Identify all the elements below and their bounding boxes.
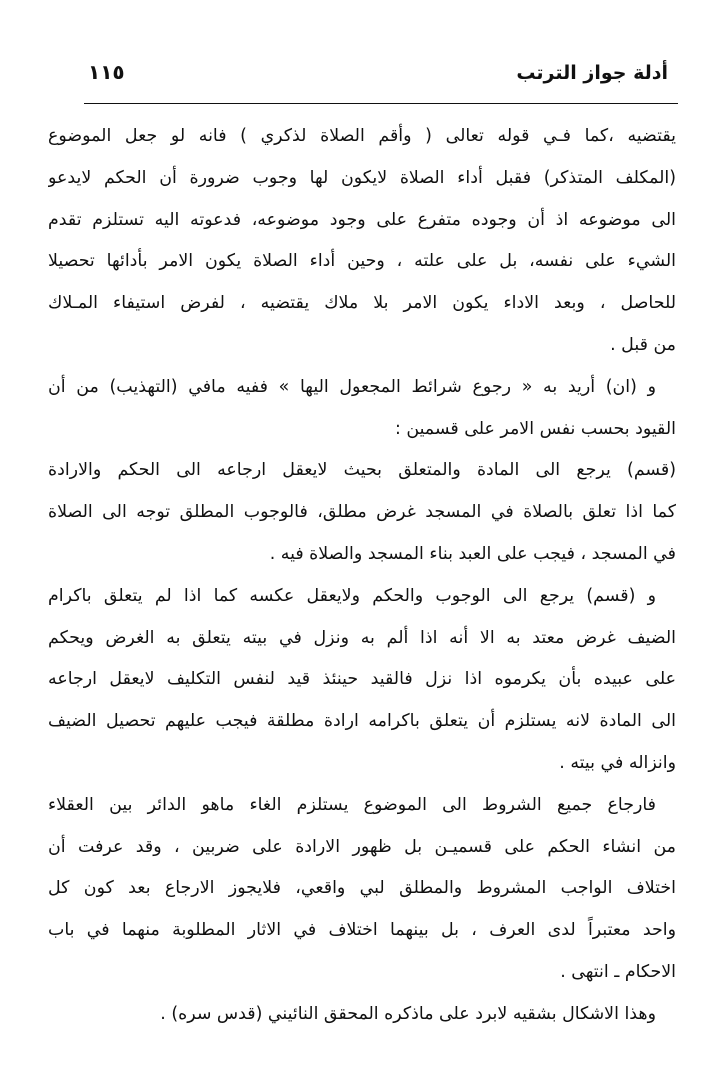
- text-line: و (قسم) يرجع الى الوجوب والحكم ولايعقل عكسه كما اذا لم يتعلق باكرام: [48, 585, 656, 606]
- text-line: الى المادة لانه يستلزم أن يتعلق باكرامه ارادة مطلقة فيجب عليهم تحصيل الضيف: [48, 711, 676, 732]
- text-line: الاحكام ـ انتهى .: [560, 961, 676, 982]
- text-line: في المسجد ، فيجب على العبد بناء المسجد والصلاة فيه .: [269, 543, 676, 564]
- text-line: و (ان) أريد به « رجوع شرائط المجعول اليها » ففيه مافي (التهذيب) من أن: [48, 376, 656, 397]
- text-line: وهذا الاشكال بشقيه لابرد على ماذكره المحقق النائيني (قدس سره) .: [160, 1003, 656, 1024]
- body-text: [48, 116, 676, 1036]
- text-line: للحاصل ، وبعد الاداء يكون الامر بلا ملاك يقتضيه ، لفرض استيفاء المـلاك: [48, 293, 676, 314]
- text-line: كما اذا تعلق بالصلاة في المسجد غرض مطلق، فالوجوب المطلق توجه الى الصلاة: [48, 502, 676, 523]
- text-line: يقتضيه ،كما فـي قوله تعالى ( وأقم الصلاة لذكري ) فانه لو جعل الموضوع: [48, 126, 676, 146]
- header-rule: [84, 103, 678, 104]
- text-line: (قسم) يرجع الى المادة والمتعلق بحيث لايعقل ارجاعه الى الحكم والارادة: [48, 460, 676, 481]
- text-line: وانزاله في بيته .: [559, 752, 676, 773]
- text-line: (المكلف المتذكر) فقبل أداء الصلاة لايكون لها وجوب ضرورة أن الحكم لايدعو: [48, 167, 676, 188]
- text-line: القيود بحسب نفس الامر على قسمين :: [394, 418, 676, 439]
- text-line: اختلاف الواجب المشروط والمطلق لبي واقعي، فلايجوز الارجاع بعد كون كل: [48, 878, 676, 899]
- text-line: الشيء على نفسه، بل على علته ، وحين أداء الصلاة يكون الامر بأدائها تحصيلا: [48, 251, 676, 272]
- text-line: من قبل .: [610, 334, 676, 355]
- text-line: واحد معتبراً لدى العرف ، بل بينهما اختلاف في الاثار المطلوبة منهما في باب: [48, 920, 676, 941]
- running-title: أدلة جواز الترتب: [516, 62, 668, 84]
- text-line: من انشاء الحكم على قسميـن بل ظهور الارادة على ضربين ، وقد عرفت أن: [48, 836, 676, 857]
- text-line: على عبيده بأن يكرموه اذا نزل فالقيد حينئذ قيد لنفس التكليف لايعقل ارجاعه: [48, 669, 676, 690]
- text-line: فارجاع جميع الشروط الى الموضوع يستلزم الغاء ماهو الدائر بين العقلاء: [48, 794, 656, 815]
- text-line: الضيف غرض معتد به الا أنه اذا ألم به ونزل في بيته يتعلق به الغرض ويحكم: [48, 627, 676, 648]
- page-number: ١١٥: [88, 60, 125, 84]
- text-line: الى موضوعه اذ أن وجوده متفرع على وجود موضوعه، فدعوته اليه تستلزم تقدم: [48, 209, 676, 230]
